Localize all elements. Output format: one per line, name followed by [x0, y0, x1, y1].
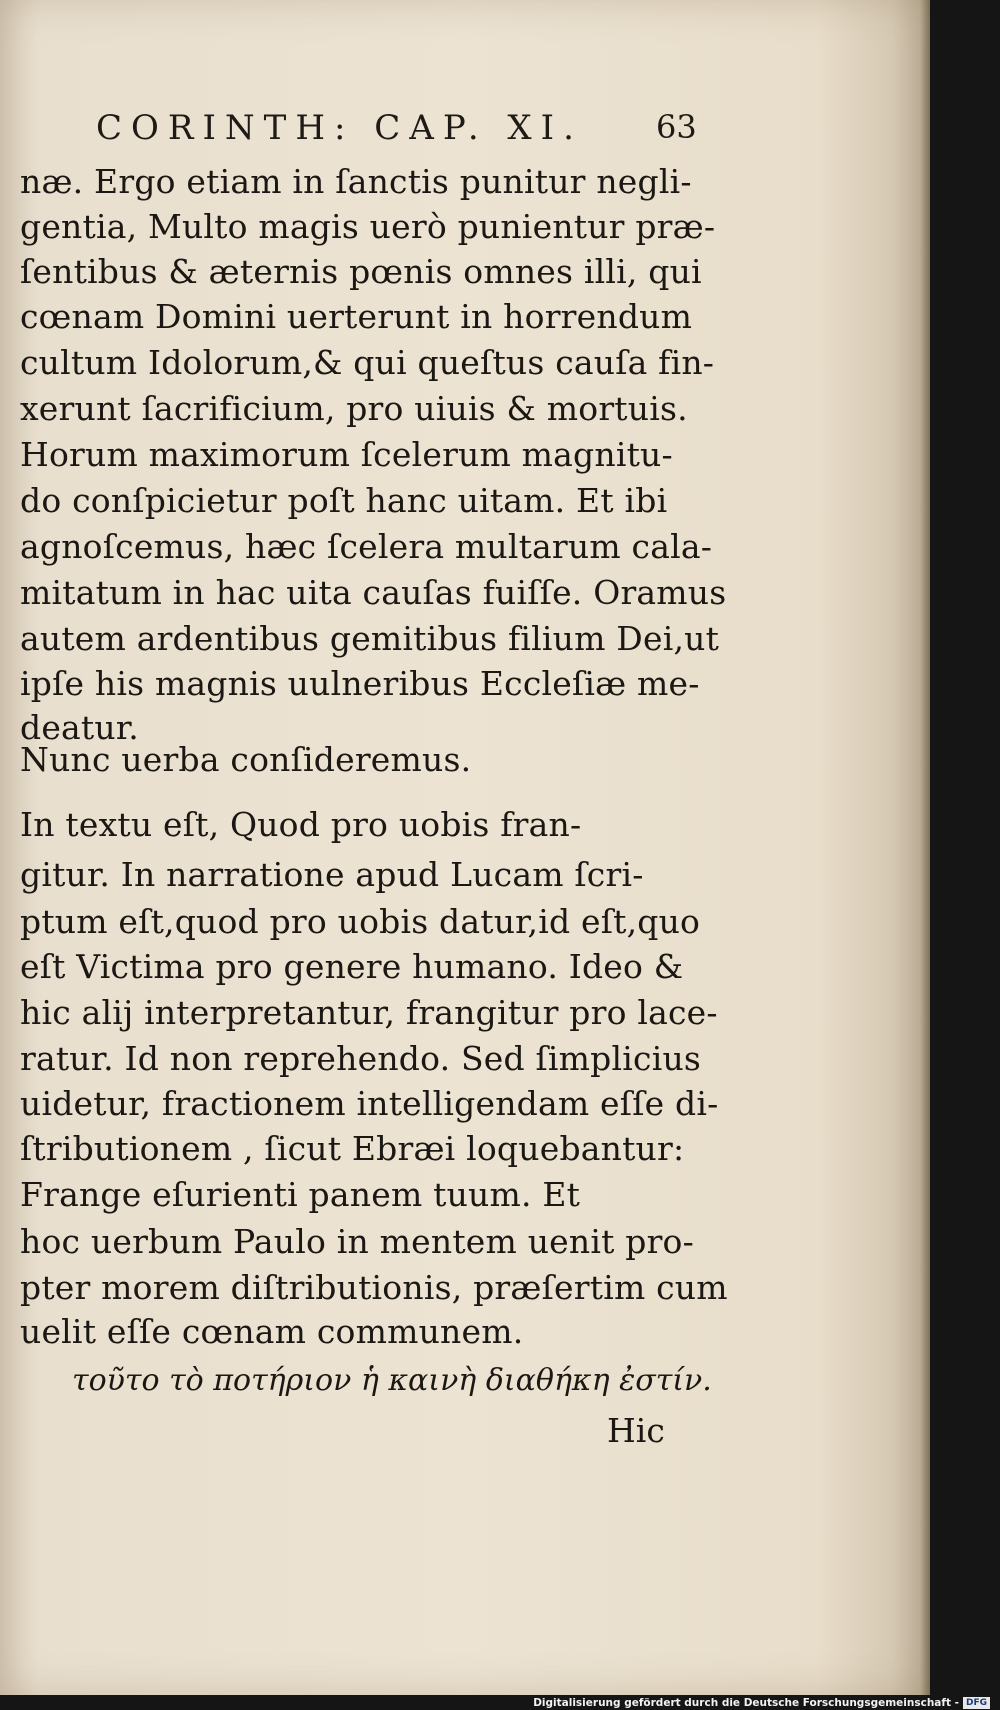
catchword: Hic	[607, 1411, 665, 1450]
dfg-logo: DFG	[963, 1697, 990, 1709]
text-line: In textu eſt, Quod pro uobis fran-	[20, 805, 582, 844]
text-line: ſentibus & æternis pœnis omnes illi, qui	[20, 252, 702, 291]
greek-quotation: τοῦτο τὸ ποτήριον ἡ καινὴ διαθήκη ἐστίν.	[72, 1363, 712, 1398]
text-line: næ. Ergo etiam in ſanctis punitur negli-	[20, 162, 692, 201]
text-line: autem ardentibus gemitibus filium Dei,ut	[20, 619, 720, 658]
text-line: cultum Idolorum,& qui queſtus cauſa fin-	[20, 343, 715, 382]
text-line: eſt Victima pro genere humano. Ideo &	[20, 947, 684, 986]
text-line: uidetur, fractionem intelligendam eſſe di-	[20, 1084, 719, 1123]
text-line: do conſpicietur poſt hanc uitam. Et ibi	[20, 481, 668, 520]
text-line: hic alij interpretantur, frangitur pro lace-	[20, 993, 718, 1032]
text-line: mitatum in hac uita cauſas fuiſſe. Oramus	[20, 573, 727, 612]
text-line: ratur. Id non reprehendo. Sed ſimplicius	[20, 1039, 702, 1078]
digitization-credit	[533, 1696, 990, 1710]
text-line: ipſe his magnis uulneribus Eccleſiæ me-	[20, 664, 700, 703]
text-line: Frange eſurienti panem tuum. Et	[20, 1175, 581, 1214]
text-line: hoc uerbum Paulo in mentem uenit pro-	[20, 1222, 694, 1261]
text-line: Horum maximorum ſcelerum magnitu-	[20, 435, 673, 474]
running-header: CORINTH: CAP. XI.	[96, 108, 583, 148]
text-line: gentia, Multo magis uerò punientur præ-	[20, 207, 716, 246]
text-line: ptum eſt,quod pro uobis datur,id eſt,quo	[20, 902, 701, 941]
text-line: ſtributionem , ſicut Ebræi loquebantur:	[20, 1129, 685, 1168]
text-line: deatur.	[20, 708, 139, 747]
text-line: Nunc uerba conſideremus.	[20, 740, 472, 779]
text-line: xerunt ſacrificium, pro uiuis & mortuis.	[20, 389, 688, 428]
text-line: agnoſcemus, hæc ſcelera multarum cala-	[20, 527, 713, 566]
credit-text: Digitalisierung gefördert durch die Deutsche Forschungsgemeinschaft -	[533, 1697, 959, 1709]
text-line: cœnam Domini uerterunt in horrendum	[20, 297, 693, 336]
text-line: uelit eſſe cœnam communem.	[20, 1312, 524, 1351]
text-line: pter morem diſtributionis, præſertim cum	[20, 1268, 728, 1307]
page-number: 63	[656, 108, 697, 146]
text-line: gitur. In narratione apud Lucam ſcri-	[20, 855, 644, 894]
